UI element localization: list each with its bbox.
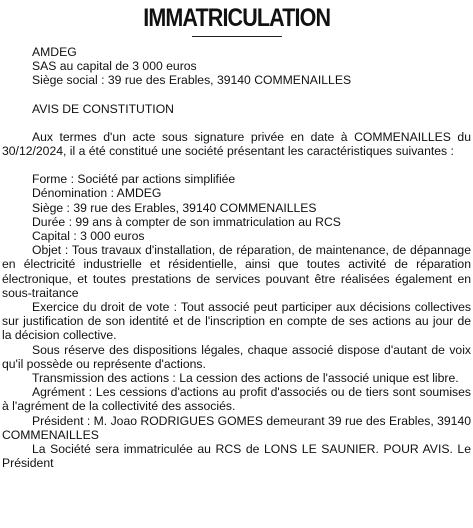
field-vote: Exercice du droit de vote : Tout associé peut participer aux décisions collectives sur justification de son identité et de l'inscription en compte de ses actions au jour de la décision collective. [2, 300, 471, 343]
field-siege: Siège : 39 rue des Erables, 39140 COMMENAILLES [32, 200, 317, 215]
field-denomination: Dénomination : AMDEG [32, 186, 162, 201]
field-closing: La Société sera immatriculée au RCS de LONS LE SAUNIER. POUR AVIS. Le Président [2, 442, 471, 471]
field-duree: Durée : 99 ans à compter de son immatriculation au RCS [32, 214, 341, 229]
spacer [2, 88, 471, 102]
field-objet: Objet : Tous travaux d'installation, de réparation, de maintenance, de dépannage en électricité industrielle et résidentielle, ainsi que toutes activité de réparation électronique, et toutes prestations de services pouvant être réalisées également en sous-traitance [2, 243, 471, 300]
company-seat: Siège social : 39 rue des Erables, 39140 COMMENAILLES [32, 73, 352, 88]
field-capital: Capital : 3 000 euros [32, 229, 145, 244]
notice-title: IMMATRICULATION [143, 4, 330, 32]
company-capital: SAS au capital de 3 000 euros [32, 59, 197, 74]
spacer [2, 116, 471, 130]
field-president: Président : M. Joao RODRIGUES GOMES demeurant 39 rue des Erables, 39140 COMMENAILLES [2, 413, 471, 442]
spacer [2, 158, 471, 172]
title-container [0, 4, 473, 32]
company-name: AMDEG [32, 45, 77, 59]
notice-type: AVIS DE CONSTITUTION [32, 101, 174, 116]
field-agrement: Agrément : Les cessions d'actions au profit d'associés ou de tiers sont soumises à l'agrément de la collectivité des associés. [2, 385, 471, 414]
intro-paragraph: Aux termes d'un acte sous signature privée en date à COMMENAILLES du 30/12/2024, il a été constitué une société présentant les caractéristiques suivantes : [2, 129, 471, 159]
field-voix: Sous réserve des dispositions légales, chaque associé dispose d'autant de voix qu'il possède ou représente d'actions. [2, 342, 471, 371]
field-transmission: Transmission des actions : La cession des actions de l'associé unique est libre. [32, 371, 459, 386]
notice-body [2, 45, 471, 470]
title-underline [192, 36, 282, 37]
field-forme: Forme : Société par actions simplifiée [32, 172, 236, 187]
